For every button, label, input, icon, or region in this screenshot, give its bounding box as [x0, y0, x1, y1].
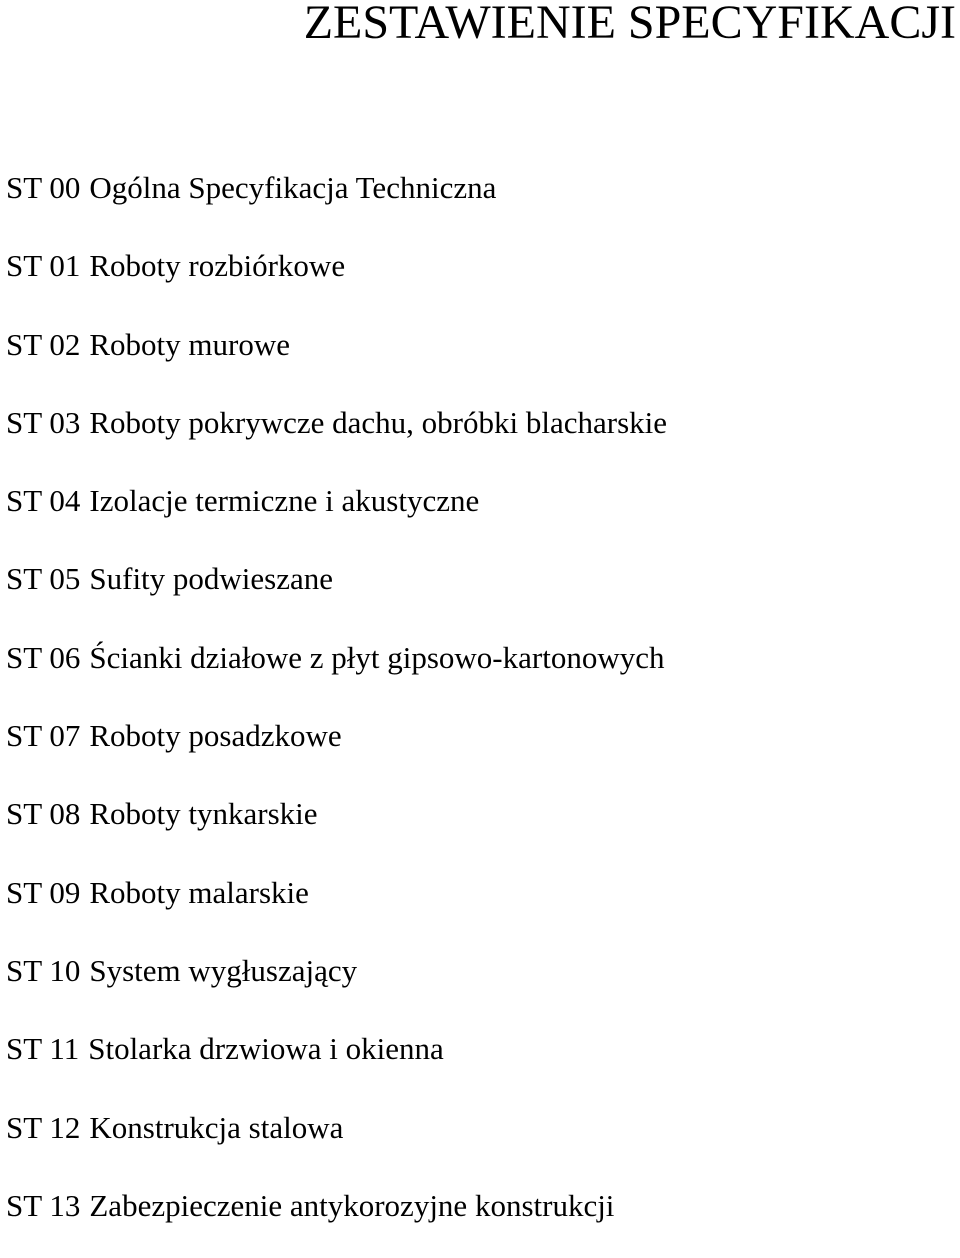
- spec-code: ST 02: [6, 326, 81, 362]
- spec-label: Ścianki działowe z płyt gipsowo-kartonowych: [89, 639, 665, 675]
- spec-code: ST 10: [6, 952, 81, 988]
- spec-code: ST 01: [6, 248, 81, 284]
- spec-code: ST 07: [6, 718, 81, 754]
- spec-label: Ogólna Specyfikacja Techniczna: [89, 170, 497, 205]
- spec-item: [6, 945, 667, 1023]
- spec-label: Roboty malarskie: [89, 874, 309, 910]
- spec-item: [6, 1102, 667, 1180]
- spec-label: Roboty rozbiórkowe: [89, 248, 346, 284]
- spec-item: [6, 553, 667, 631]
- spec-code: ST 05: [6, 561, 81, 597]
- spec-code: ST 08: [6, 796, 81, 832]
- spec-item: [6, 162, 667, 240]
- spec-label: Sufity podwieszane: [89, 561, 334, 597]
- spec-label: Roboty murowe: [89, 326, 290, 362]
- spec-code: ST 00: [6, 170, 81, 205]
- spec-label: Zabezpieczenie antykorozyjne konstrukcji: [89, 1187, 615, 1223]
- spec-code: ST 13: [6, 1187, 81, 1223]
- spec-code: ST 06: [6, 639, 81, 675]
- spec-label: Stolarka drzwiowa i okienna: [88, 1031, 444, 1067]
- spec-label: Roboty pokrywcze dachu, obróbki blacharskie: [89, 404, 668, 440]
- spec-code: ST 03: [6, 404, 81, 440]
- spec-code: ST 04: [6, 483, 81, 519]
- spec-code: ST 09: [6, 874, 81, 910]
- specification-list: [6, 162, 667, 1258]
- spec-item: [6, 1023, 667, 1101]
- spec-item: [6, 788, 667, 866]
- spec-item: [6, 632, 667, 710]
- spec-code: ST 11: [6, 1031, 80, 1067]
- spec-item: [6, 867, 667, 945]
- spec-label: Roboty tynkarskie: [89, 796, 318, 832]
- spec-item: [6, 240, 667, 318]
- spec-label: Konstrukcja stalowa: [89, 1109, 344, 1145]
- page-title: ZESTAWIENIE SPECYFIKACJI: [303, 0, 956, 49]
- spec-item: [6, 1180, 667, 1258]
- spec-item: [6, 319, 667, 397]
- spec-item: [6, 397, 667, 475]
- spec-item: [6, 475, 667, 553]
- spec-code: ST 12: [6, 1109, 81, 1145]
- spec-label: System wygłuszający: [89, 952, 358, 988]
- spec-item: [6, 710, 667, 788]
- spec-label: Izolacje termiczne i akustyczne: [89, 483, 480, 519]
- spec-label: Roboty posadzkowe: [89, 718, 342, 754]
